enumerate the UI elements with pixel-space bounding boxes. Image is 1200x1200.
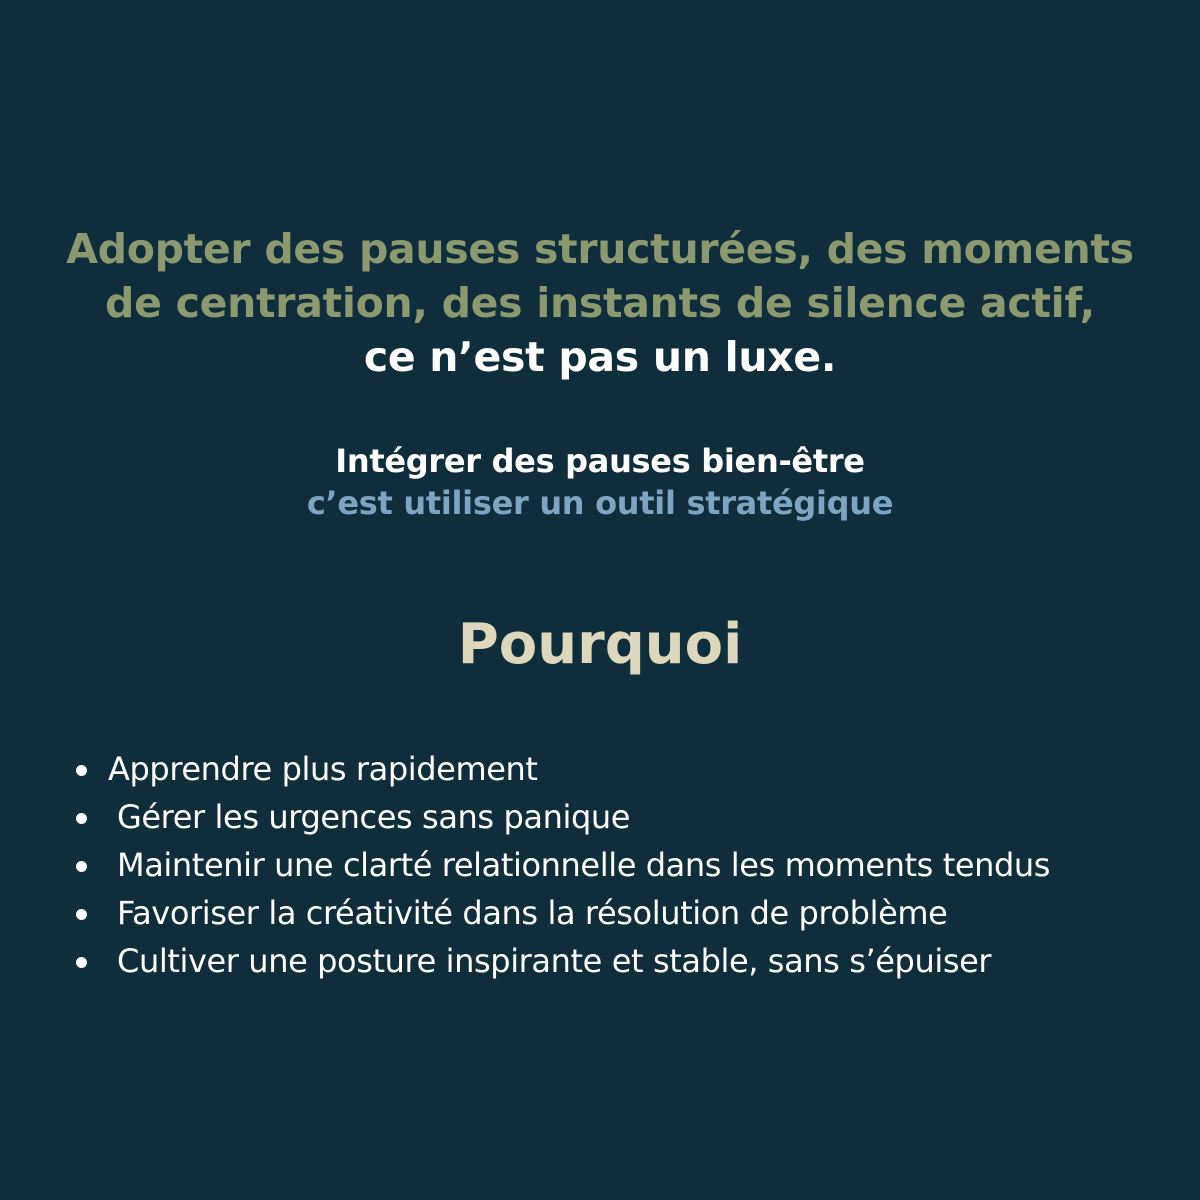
list-item-text: Maintenir une clarté relationnelle dans les moments tendus [117, 846, 1051, 884]
subheadline [0, 440, 1200, 524]
bullet-icon [76, 909, 87, 920]
list-item-text: Favoriser la créativité dans la résolution de problème [117, 894, 948, 932]
list-item-text: Gérer les urgences sans panique [117, 798, 631, 836]
bullet-icon [76, 813, 87, 824]
list-item-text: Cultiver une posture inspirante et stable, sans s’épuiser [117, 942, 992, 980]
bullet-icon [76, 957, 87, 968]
bullet-icon [76, 765, 87, 776]
list-item-text: Apprendre plus rapidement [108, 750, 538, 788]
headline-line-3: ce n’est pas un luxe. [363, 333, 837, 381]
section-title: Pourquoi [457, 612, 743, 677]
headline [0, 222, 1200, 384]
bullet-icon [76, 861, 87, 872]
headline-line-2: de centration, des instants de silence actif, [105, 279, 1095, 327]
subheadline-line-2: c’est utiliser un outil stratégique [306, 484, 894, 522]
headline-line-1: Adopter des pauses structurées, des moments [66, 225, 1134, 273]
subheadline-line-1: Intégrer des pauses bien-être [335, 442, 865, 480]
